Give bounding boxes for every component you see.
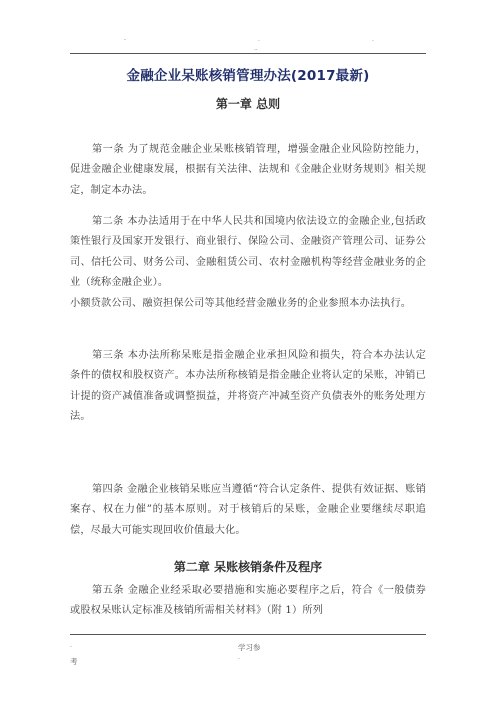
article-paragraph: 第一条 为了规范金融企业呆账核销管理，增强金融企业风险防控能力，促进金融企业健康发展，根据有关法律、法规和《金融企业财务规则》相关规定，制定本办法。 (70, 144, 426, 196)
article-paragraph: 小额贷款公司、融资担保公司等其他经营金融业务的企业参照本办法执行。 (70, 298, 412, 309)
header-mark: - (124, 36, 127, 43)
header-marks (0, 36, 496, 52)
chapter-heading: 第二章 呆账核销条件及程序 (173, 560, 323, 574)
header-mark: . (258, 36, 260, 43)
article-paragraph: 第二条 本办法适用于在中华人民共和国境内依法设立的金融企业,包括政策性银行及国家开发银行、商业银行、保险公司、金融资产管理公司、证券公司、信托公司、财务公司、金融租赁公司、农村金融机构等经营金融业务的企业（统称金融企业）。 (70, 216, 426, 289)
header-mark: .. (254, 45, 258, 52)
chapter-heading: 第一章 总则 (215, 97, 281, 111)
footer-rule (70, 634, 426, 635)
article-paragraph: 第四条 金融企业核销呆账应当遵循“符合认定条件、提供有效证据、账销案存、权在力催”的基本原则。对于核销后的呆账，金融企业要继续尽职追偿，尽最大可能实现回收价值最大化。 (70, 484, 426, 536)
page-footer (0, 640, 496, 680)
footer-mark: . (238, 654, 240, 661)
article-paragraph: 第五条 金融企业经采取必要措施和实施必要程序之后，符合《一般债券或股权呆账认定标准及核销所需相关材料》（附 1）所列 (70, 585, 426, 617)
footer-text: 考 (70, 657, 78, 666)
header-mark: . (372, 36, 374, 43)
document-title: 金融企业呆账核销管理办法(2017最新) (126, 68, 370, 84)
header-rule (70, 53, 426, 54)
footer-text: 学习参 (238, 643, 261, 652)
footer-mark: . (70, 642, 72, 649)
article-paragraph: 第三条 本办法所称呆账是指金融企业承担风险和损失，符合本办法认定条件的债权和股权资产。本办法所称核销是指金融企业将认定的呆账，冲销已计提的资产减值准备或调整损益，并将资产冲减至资产负债表外的账务处理方法。 (70, 350, 426, 423)
